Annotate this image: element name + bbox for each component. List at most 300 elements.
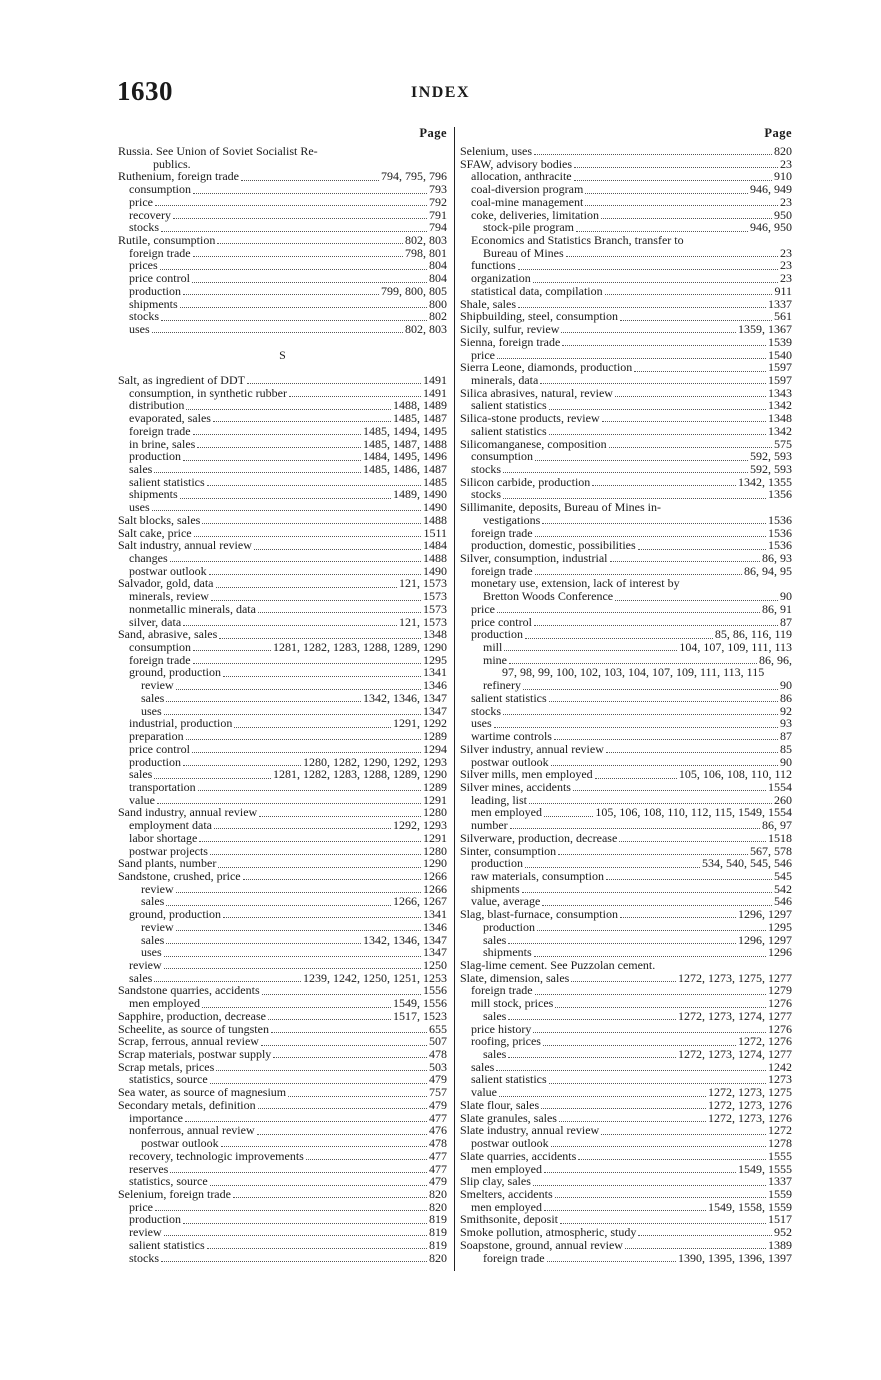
entry-term: foreign trade: [471, 563, 533, 578]
index-entry: [118, 374, 447, 387]
dot-leader: [549, 1082, 766, 1084]
dot-leader: [554, 738, 778, 740]
entry-term: Sandstone, crushed, price: [118, 868, 241, 883]
entry-term: Salt, as ingredient of DDT: [118, 372, 245, 387]
entry-term: Slate quarries, accidents: [460, 1148, 577, 1163]
entry-page-refs: 1488: [423, 551, 447, 565]
entry-term: silver, data: [129, 614, 182, 629]
entry-page-refs: 1272: [768, 1123, 792, 1138]
entry-term: statistical data, compilation: [471, 283, 603, 298]
index-entry: [118, 819, 447, 832]
dot-leader: [214, 827, 391, 829]
entry-page-refs: 592, 593: [750, 461, 792, 476]
index-entry: [118, 552, 447, 565]
entry-page-refs: 1239, 1242, 1250, 1251, 1253: [303, 970, 447, 985]
entry-term: stocks: [471, 703, 501, 718]
dot-leader: [574, 179, 772, 181]
entry-term: ground, production: [129, 907, 221, 922]
index-entry: [118, 959, 447, 972]
entry-term: production: [129, 283, 181, 298]
entry-page-refs: 23: [780, 156, 792, 171]
dot-leader: [258, 1107, 427, 1109]
entry-term: Selenium, foreign trade: [118, 1186, 231, 1201]
dot-leader: [522, 891, 772, 893]
entry-term: foreign trade: [129, 423, 191, 438]
dot-leader: [544, 1209, 706, 1211]
entry-page-refs: 1348: [768, 411, 792, 426]
entry-term: Salvador, gold, data: [118, 576, 214, 591]
entry-page-refs: 1276: [768, 996, 792, 1011]
index-entry: [118, 1010, 447, 1023]
dot-leader: [180, 497, 391, 499]
dot-leader: [213, 420, 391, 422]
entry-term: price control: [129, 271, 190, 286]
entry-term: production: [129, 754, 181, 769]
dot-leader: [562, 344, 766, 346]
dot-leader: [262, 993, 421, 995]
dot-leader: [592, 484, 736, 486]
dot-leader: [525, 866, 700, 868]
dot-leader: [537, 929, 766, 931]
entry-page-refs: 1266: [423, 881, 447, 896]
entry-page-refs: 804: [429, 271, 447, 286]
entry-page-refs: 1342: [768, 423, 792, 438]
entry-term: Silica abrasives, natural, review: [460, 385, 613, 400]
dot-leader: [535, 993, 766, 995]
entry-page-refs: 791: [429, 207, 447, 222]
entry-page-refs: 92: [780, 703, 792, 718]
entry-term: in brine, sales: [129, 436, 196, 451]
entry-page-refs: 1290: [423, 856, 447, 871]
dot-leader: [499, 1095, 706, 1097]
index-entry: [460, 692, 792, 705]
dot-leader: [219, 637, 421, 639]
entry-page-refs: 545: [774, 868, 792, 883]
entry-page-refs: 1556: [423, 983, 447, 998]
index-entry: [460, 374, 792, 387]
index-entry: [460, 1137, 792, 1150]
dot-leader: [523, 688, 778, 690]
entry-page-refs: 1536: [768, 525, 792, 540]
entry-term: Sierra Leone, diamonds, production: [460, 360, 633, 375]
entry-term: Scrap, ferrous, annual review: [118, 1034, 259, 1049]
dot-leader: [154, 980, 301, 982]
dot-leader: [183, 624, 397, 626]
entry-term: number: [471, 818, 508, 833]
entry-page-refs: 503: [429, 1059, 447, 1074]
entry-term: Sand plants, number: [118, 856, 217, 871]
entry-page-refs: 476: [429, 1123, 447, 1138]
entry-term: sales: [471, 1059, 495, 1074]
dot-leader: [535, 535, 766, 537]
index-entry: [460, 590, 792, 603]
dot-leader: [686, 243, 790, 244]
entry-page-refs: 1289: [423, 729, 447, 744]
entry-page-refs: 1281, 1282, 1283, 1288, 1289, 1290: [273, 767, 447, 782]
dot-leader: [578, 1158, 766, 1160]
section-letter-heading: [118, 349, 447, 362]
entry-page-refs: 1347: [423, 945, 447, 960]
entry-page-refs: 799, 800, 805: [381, 283, 447, 298]
entry-page-refs: 478: [429, 1047, 447, 1062]
entry-page-refs: 1347: [423, 703, 447, 718]
dot-leader: [496, 1069, 766, 1071]
dot-leader: [166, 904, 391, 906]
entry-page-refs: 1491: [423, 385, 447, 400]
entry-page-refs: 802: [429, 309, 447, 324]
entry-term: ground, production: [129, 665, 221, 680]
entry-term: stocks: [471, 461, 501, 476]
entry-term: Bretton Woods Conference: [483, 589, 614, 604]
entry-page-refs: 260: [774, 792, 792, 807]
index-entry: [118, 832, 447, 845]
entry-page-refs: 820: [429, 1250, 447, 1265]
index-entry: [118, 501, 447, 514]
dot-leader: [176, 891, 421, 893]
entry-page-refs: 90: [780, 678, 792, 693]
entry-page-refs: 794, 795, 796: [381, 169, 447, 184]
index-entry: [460, 450, 792, 463]
entry-page-refs: 1279: [768, 983, 792, 998]
dot-leader: [574, 166, 778, 168]
dot-leader: [543, 1044, 736, 1046]
entry-page-refs: 1272, 1273, 1275, 1277: [678, 970, 792, 985]
entry-term: Silverware, production, decrease: [460, 830, 618, 845]
entry-term: production: [471, 627, 523, 642]
entry-term: Silver, consumption, industrial: [460, 551, 608, 565]
index-entry: [118, 412, 447, 425]
dot-leader: [606, 878, 772, 880]
dot-leader: [164, 955, 421, 957]
entry-page-refs: 479: [429, 1097, 447, 1112]
index-entry: [460, 819, 792, 832]
dot-leader: [508, 1056, 676, 1058]
entry-page-refs: 1485, 1487, 1488: [363, 436, 447, 451]
index-entry: [118, 145, 447, 158]
entry-term: labor shortage: [129, 830, 198, 845]
entry-term: minerals, data: [471, 372, 539, 387]
index-column-right: [460, 126, 792, 1264]
entry-term: stocks: [129, 1250, 159, 1265]
dot-leader: [194, 535, 422, 537]
index-entry: [118, 285, 447, 298]
entry-term: Secondary metals, definition: [118, 1097, 256, 1112]
entry-page-refs: 1484, 1495, 1496: [363, 449, 447, 464]
dot-leader: [535, 573, 742, 575]
dot-leader: [306, 1158, 427, 1160]
entry-page-refs: 1549, 1558, 1559: [708, 1199, 792, 1214]
dot-leader: [615, 395, 766, 397]
dot-leader: [193, 192, 427, 194]
entry-page-refs: 1555: [768, 1148, 792, 1163]
dot-leader: [186, 738, 421, 740]
entry-term: production: [129, 449, 181, 464]
dot-leader: [154, 471, 361, 473]
entry-page-refs: 85: [780, 741, 792, 756]
dot-leader: [549, 700, 778, 702]
entry-term: uses: [129, 322, 150, 337]
entry-page-refs: 1536: [768, 538, 792, 553]
entry-term: price: [129, 1199, 153, 1214]
entry-page-refs: 1517, 1523: [393, 1008, 447, 1023]
dot-leader: [510, 827, 760, 829]
entry-page-refs: 1296, 1297: [738, 907, 792, 922]
entry-page-refs: 819: [429, 1212, 447, 1227]
entry-term: importance: [129, 1110, 183, 1125]
page-number: 1630: [117, 76, 173, 106]
entry-term: shipments: [483, 945, 532, 960]
entry-page-refs: 792: [429, 194, 447, 209]
dot-leader: [503, 497, 766, 499]
entry-term: recovery, technologic improvements: [129, 1148, 304, 1163]
entry-page-refs: 820: [429, 1199, 447, 1214]
entry-page-refs: 1489, 1490: [393, 487, 447, 502]
index-entry: [460, 908, 792, 921]
entry-term: sales: [483, 932, 507, 947]
entry-term: price: [471, 347, 495, 362]
entry-term: Smithsonite, deposit: [460, 1212, 559, 1227]
entry-term: Economics and Statistics Branch, transfer to: [471, 233, 684, 248]
entry-page-refs: 1390, 1395, 1396, 1397: [678, 1250, 792, 1265]
entry-page-refs: 1273: [768, 1072, 792, 1087]
entry-page-refs: 1490: [423, 500, 447, 515]
index-entry: [118, 730, 447, 743]
entry-page-refs: 1536: [768, 512, 792, 527]
index-entry: [118, 1252, 447, 1265]
dot-leader: [186, 408, 391, 410]
entry-term: postwar outlook: [129, 563, 207, 578]
dot-leader: [634, 370, 766, 372]
dot-leader: [615, 599, 778, 601]
entry-page-refs: 757: [429, 1085, 447, 1100]
entry-term: Shipbuilding, steel, consumption: [460, 309, 618, 324]
spacer: [118, 336, 447, 349]
entry-page-refs: 1272, 1273, 1276: [708, 1097, 792, 1112]
entry-term: sales: [129, 461, 153, 476]
entry-page-refs: 819: [429, 1237, 447, 1252]
dot-leader: [155, 1209, 427, 1211]
index-entry: [118, 1188, 447, 1201]
entry-page-refs: 794: [429, 220, 447, 235]
entry-term: minerals, review: [129, 589, 209, 604]
entry-term: Salt blocks, sales: [118, 512, 201, 527]
dot-leader: [541, 1107, 706, 1109]
index-entry: [460, 145, 792, 158]
entry-term: coke, deliveries, limitation: [471, 207, 599, 222]
dot-leader: [268, 1018, 391, 1020]
entry-page-refs: 800: [429, 296, 447, 311]
dot-leader: [210, 853, 421, 855]
index-entries-left: [118, 145, 447, 1264]
dot-leader: [193, 649, 271, 651]
dot-leader: [566, 255, 778, 257]
dot-leader: [210, 1082, 427, 1084]
entry-term: price: [471, 601, 495, 616]
entry-page-refs: 1242: [768, 1059, 792, 1074]
dot-leader: [534, 153, 772, 155]
entry-term: Sapphire, production, decrease: [118, 1008, 266, 1023]
entry-term: Salt cake, price: [118, 525, 192, 540]
dot-leader: [518, 268, 778, 270]
index-entry: [118, 934, 447, 947]
entry-term: consumption, in synthetic rubber: [129, 385, 287, 400]
index-entry: [460, 1252, 792, 1265]
entry-term: salient statistics: [471, 1072, 547, 1087]
index-entry: [118, 603, 447, 616]
dot-leader: [555, 1006, 766, 1008]
entry-term: consumption: [129, 640, 191, 655]
entry-page-refs: 1549, 1556: [393, 996, 447, 1011]
entry-page-refs: 1342, 1355: [738, 474, 792, 489]
dot-leader: [258, 611, 421, 613]
entry-term: Scrap materials, postwar supply: [118, 1047, 272, 1062]
entry-page-refs: 1296, 1297: [738, 932, 792, 947]
entry-term: stocks: [129, 220, 159, 235]
entry-term: Slate, dimension, sales: [460, 970, 570, 985]
index-entry: [118, 1213, 447, 1226]
dot-leader: [289, 395, 421, 397]
entry-term: uses: [129, 500, 150, 515]
entry-page-refs: 567, 578: [750, 843, 792, 858]
entry-term: Sinter, consumption: [460, 843, 557, 858]
entry-page-refs: 952: [774, 1225, 792, 1240]
dot-leader: [207, 1247, 427, 1249]
dot-leader: [663, 510, 790, 511]
entry-page-refs: 950: [774, 207, 792, 222]
dot-leader: [573, 789, 766, 791]
entry-page-refs: 1573: [423, 601, 447, 616]
entry-term: sales: [141, 932, 165, 947]
dot-leader: [555, 1196, 766, 1198]
index-entry: [118, 323, 447, 336]
entry-page-refs: 86, 96,: [759, 652, 792, 667]
entry-page-refs: 1276: [768, 1021, 792, 1036]
entry-page-refs: 1554: [768, 779, 792, 794]
dot-leader: [585, 204, 778, 206]
entry-page-refs: 1491: [423, 372, 447, 387]
entry-page-refs: 798, 801: [405, 245, 447, 260]
index-entry: [460, 183, 792, 196]
entry-page-refs: 1518: [768, 830, 792, 845]
dot-leader: [210, 1184, 427, 1186]
dot-leader: [257, 1133, 427, 1135]
dot-leader: [535, 459, 748, 461]
dot-leader: [173, 217, 427, 219]
index-entry: [460, 285, 792, 298]
dot-leader: [601, 1133, 766, 1135]
entry-term: price control: [471, 614, 532, 629]
entry-page-refs: 1356: [768, 487, 792, 502]
dot-leader: [610, 560, 760, 562]
entry-page-refs: 86: [780, 690, 792, 705]
entry-page-refs: 819: [429, 1225, 447, 1240]
index-entry: [118, 196, 447, 209]
dot-leader: [508, 942, 736, 944]
page-column-header: Page: [419, 126, 447, 140]
entry-term: review: [129, 1225, 162, 1240]
entry-page-refs: 1272, 1276: [738, 1034, 792, 1049]
entry-term: changes: [129, 551, 168, 565]
entry-term: salient statistics: [471, 398, 547, 413]
entry-page-refs: 1488, 1489: [393, 398, 447, 413]
entry-page-refs: 1291: [423, 830, 447, 845]
entry-page-refs: 820: [429, 1186, 447, 1201]
dot-leader: [549, 408, 766, 410]
entry-page-refs: 90: [780, 754, 792, 769]
dot-leader: [547, 1260, 676, 1262]
index-entry: [118, 488, 447, 501]
dot-leader: [160, 268, 427, 270]
index-entry: [118, 679, 447, 692]
entry-term: reserves: [129, 1161, 169, 1176]
entry-page-refs: 23: [780, 245, 792, 260]
index-entry: [460, 1239, 792, 1252]
dot-leader: [233, 1196, 427, 1198]
entry-page-refs: 121, 1573: [399, 614, 447, 629]
entry-term: recovery: [129, 207, 171, 222]
entry-term: foreign trade: [129, 245, 191, 260]
page-title: INDEX: [410, 84, 471, 101]
index-entry: [118, 781, 447, 794]
dot-leader: [595, 777, 677, 779]
index-entry: [460, 705, 792, 718]
entry-term: Shale, sales: [460, 296, 516, 311]
dot-leader: [551, 1145, 766, 1147]
index-entry: [460, 781, 792, 794]
dot-leader: [161, 319, 427, 321]
entry-page-refs: 479: [429, 1072, 447, 1087]
dot-leader: [549, 433, 766, 435]
entry-term: foreign trade: [483, 1250, 545, 1265]
index-entry: [460, 196, 792, 209]
entry-page-refs: 86, 97: [762, 818, 792, 833]
entry-page-refs: 93: [780, 716, 792, 731]
dot-leader: [218, 866, 421, 868]
entry-term: review: [129, 958, 162, 972]
index-entry: [460, 323, 792, 336]
entry-page-refs: 946, 949: [750, 182, 792, 197]
dot-leader: [259, 815, 421, 817]
index-entry: [460, 234, 792, 247]
index-entry: [460, 921, 792, 934]
entry-term: statistics, source: [129, 1174, 208, 1189]
dot-leader: [620, 319, 772, 321]
dot-leader: [216, 586, 398, 588]
dot-leader: [234, 726, 391, 728]
dot-leader: [638, 548, 766, 550]
entry-term: Sillimanite, deposits, Bureau of Mines in-: [460, 500, 661, 515]
dot-leader: [544, 815, 593, 817]
index-entry: [460, 679, 792, 692]
entry-page-refs: 1346: [423, 919, 447, 934]
entry-term: price control: [129, 741, 190, 756]
entry-page-refs: 1488: [423, 512, 447, 527]
dot-leader: [183, 1222, 427, 1224]
index-entry: [118, 247, 447, 260]
entry-page-refs: 87: [780, 729, 792, 744]
entry-term: mill stock, prices: [471, 996, 554, 1011]
entry-term: salient statistics: [129, 1237, 205, 1252]
entry-page-refs: 1485, 1486, 1487: [363, 461, 447, 476]
entry-term: stocks: [471, 487, 501, 502]
entry-page-refs: 1289: [423, 779, 447, 794]
dot-leader: [273, 1056, 427, 1058]
entry-page-refs: 1346: [423, 678, 447, 693]
entry-term: prices: [129, 258, 158, 273]
dot-leader: [164, 967, 421, 969]
index-entry: [460, 476, 792, 489]
index-entry: [460, 552, 792, 565]
